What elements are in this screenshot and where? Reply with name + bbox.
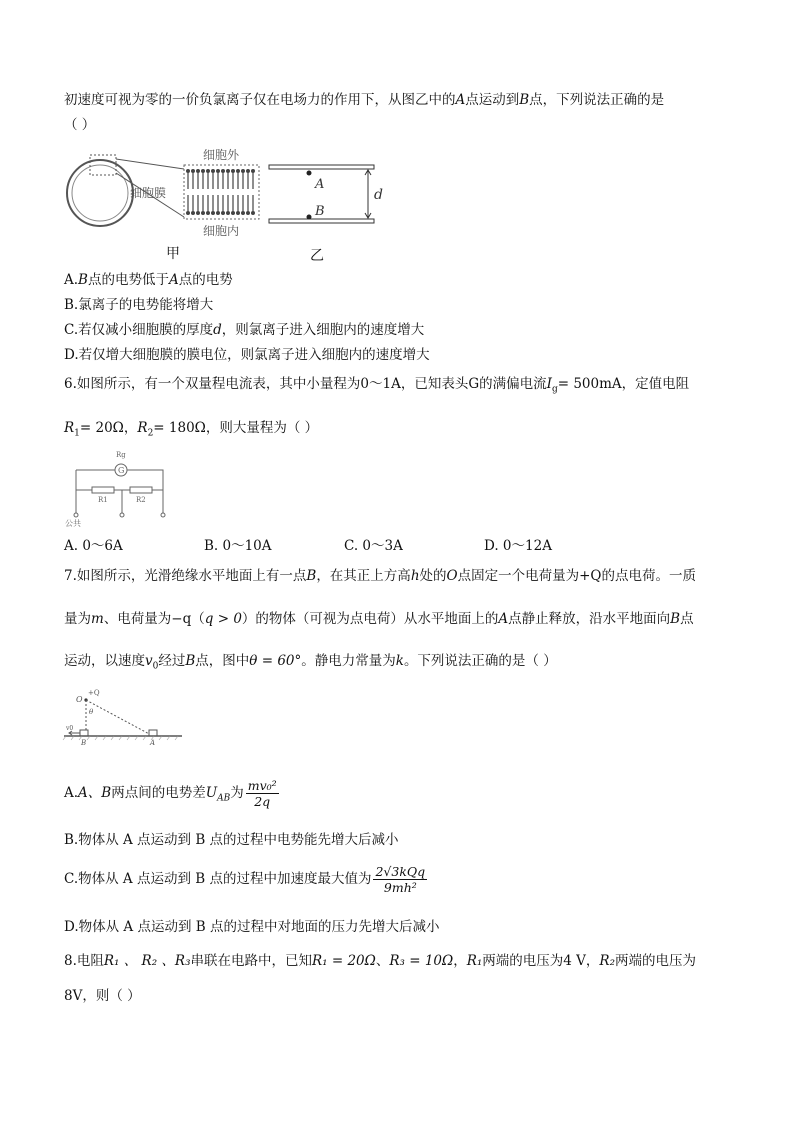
point-b-dot bbox=[307, 215, 312, 220]
max-acceleration-fraction: $\frac{\text{2√3kQq}}{\text{9mh²}}$ bbox=[375, 864, 426, 895]
q7-option-b: B.物体从 A 点运动到 B 点的过程中电势能先增大后减小 bbox=[64, 832, 399, 848]
galvanometer-g: G bbox=[118, 466, 125, 475]
q8-stem-line1: 8.电阻R₁ 、 R₂ 、R₃串联在电路中，已知R₁ = 20Ω、R₃ = 10Ω，R₁两端的电压为4 V，R₂两端的电压为 bbox=[64, 953, 696, 969]
q5-paren: （ ） bbox=[64, 117, 96, 133]
resistor-r2 bbox=[130, 487, 152, 493]
fig-q-label: +Q bbox=[88, 689, 100, 697]
terminal-right bbox=[161, 513, 165, 517]
q7-option-a: A.A、B两点间的电势差$U_{AB}$为 $\frac{\text{mv₀²}}{2q}$ bbox=[64, 778, 277, 809]
point-a: A bbox=[455, 92, 466, 108]
resistor-r1 bbox=[92, 487, 114, 493]
potential-diff-fraction: $\frac{\text{mv₀²}}{2q}$ bbox=[247, 778, 277, 809]
fig-a-label: A bbox=[150, 739, 156, 746]
r1-label: R1 bbox=[98, 496, 108, 504]
object-at-a bbox=[149, 730, 157, 736]
fig-jia-label: 甲 bbox=[166, 246, 180, 262]
q5-option-d: D.若仅增大细胞膜的膜电位，则氯离子进入细胞内的速度增大 bbox=[64, 347, 430, 363]
slant-dashed-line bbox=[86, 700, 153, 736]
q5-option-c: C.若仅减小细胞膜的厚度d，则氯离子进入细胞内的速度增大 bbox=[64, 322, 425, 338]
galvanometer-symbol: G bbox=[468, 376, 480, 392]
fig-o-label: O bbox=[76, 695, 83, 704]
q5-option-a: A.B点的电势低于A点的电势 bbox=[64, 272, 233, 288]
fig-point-b: B bbox=[315, 204, 325, 219]
q6-options bbox=[0, 536, 794, 556]
q7-option-d: D.物体从 A 点运动到 B 点的过程中对地面的压力先增大后减小 bbox=[64, 919, 440, 935]
q6-option-c: C. 0～3A bbox=[344, 538, 403, 554]
plate-top bbox=[269, 165, 374, 169]
inside-label: 细胞内 bbox=[203, 224, 240, 238]
q7-stem-line1: 7.如图所示，光滑绝缘水平地面上有一点B，在其正上方高h处的O点固定一个电荷量为+Q的点电荷。一质 bbox=[64, 568, 696, 584]
q7-stem-line2: 量为m、电荷量为−q（q > 0）的物体（可视为点电荷）从水平地面上的A点静止释放，沿水平地面向B点 bbox=[64, 611, 694, 627]
q6-option-b: B. 0～10A bbox=[204, 538, 272, 554]
plate-bottom bbox=[269, 219, 374, 223]
membrane-label: 细胞膜 bbox=[130, 186, 167, 200]
fig-theta-label: θ bbox=[89, 708, 94, 716]
q5-option-b: B.氯离子的电势能将增大 bbox=[64, 297, 214, 313]
q7-option-c: C.物体从 A 点运动到 B 点的过程中加速度最大值为 $\frac{\text{2√3kQq}}{\text{9mh²}}$ bbox=[64, 864, 426, 895]
fig-b-label: B bbox=[81, 739, 87, 746]
r2-label: R2 bbox=[136, 496, 146, 504]
outside-label: 细胞外 bbox=[203, 148, 240, 162]
object-at-b bbox=[80, 730, 88, 736]
terminal-common bbox=[74, 513, 78, 517]
cell-ring-outer bbox=[67, 160, 133, 226]
zoom-line-top bbox=[116, 159, 184, 169]
terminal-mid bbox=[120, 513, 124, 517]
fig-point-a: A bbox=[315, 177, 325, 192]
q5-cell-figure bbox=[62, 143, 402, 265]
q7-charge-figure bbox=[62, 686, 184, 746]
point-b: B bbox=[519, 92, 530, 108]
common-label: 公共 bbox=[65, 519, 81, 528]
terminal-wires bbox=[76, 490, 163, 514]
fig-yi-label: 乙 bbox=[310, 248, 324, 264]
q6-option-a: A. 0～6A bbox=[64, 538, 123, 554]
q7-stem-line3: 运动，以速度$v_0$经过B点，图中θ = 60°。静电力常量为k。下列说法正确的是（ ） bbox=[64, 653, 557, 672]
q6-option-d: D. 0～12A bbox=[484, 538, 552, 554]
q8-stem-line2: 8V，则（ ） bbox=[64, 988, 141, 1004]
point-a-dot bbox=[307, 171, 312, 176]
rg-label: Rg bbox=[116, 451, 126, 459]
lipid-heads bbox=[186, 169, 255, 215]
q5-stem-line1: 初速度可视为零的一价负氯离子仅在电场力的作用下，从图乙中的A点运动到B点，下列说法正确的是 bbox=[64, 92, 665, 108]
q6-stem-line1: 6.如图所示，有一个双量程电流表，其中小量程为0～1A，已知表头G的满偏电流$I_g= 500mA$，定值电阻 bbox=[64, 376, 690, 395]
fig-v0-label: v0 bbox=[66, 725, 74, 732]
lipid-bilayer bbox=[188, 173, 253, 211]
q6-circuit-figure bbox=[62, 448, 182, 528]
q6-stem-line2: $R_1= 20\Omega$，$R_2= 180\Omega$，则大量程为（ ） bbox=[64, 420, 319, 439]
distance-d-label: d bbox=[374, 187, 383, 203]
cell-ring-inner bbox=[72, 165, 128, 221]
